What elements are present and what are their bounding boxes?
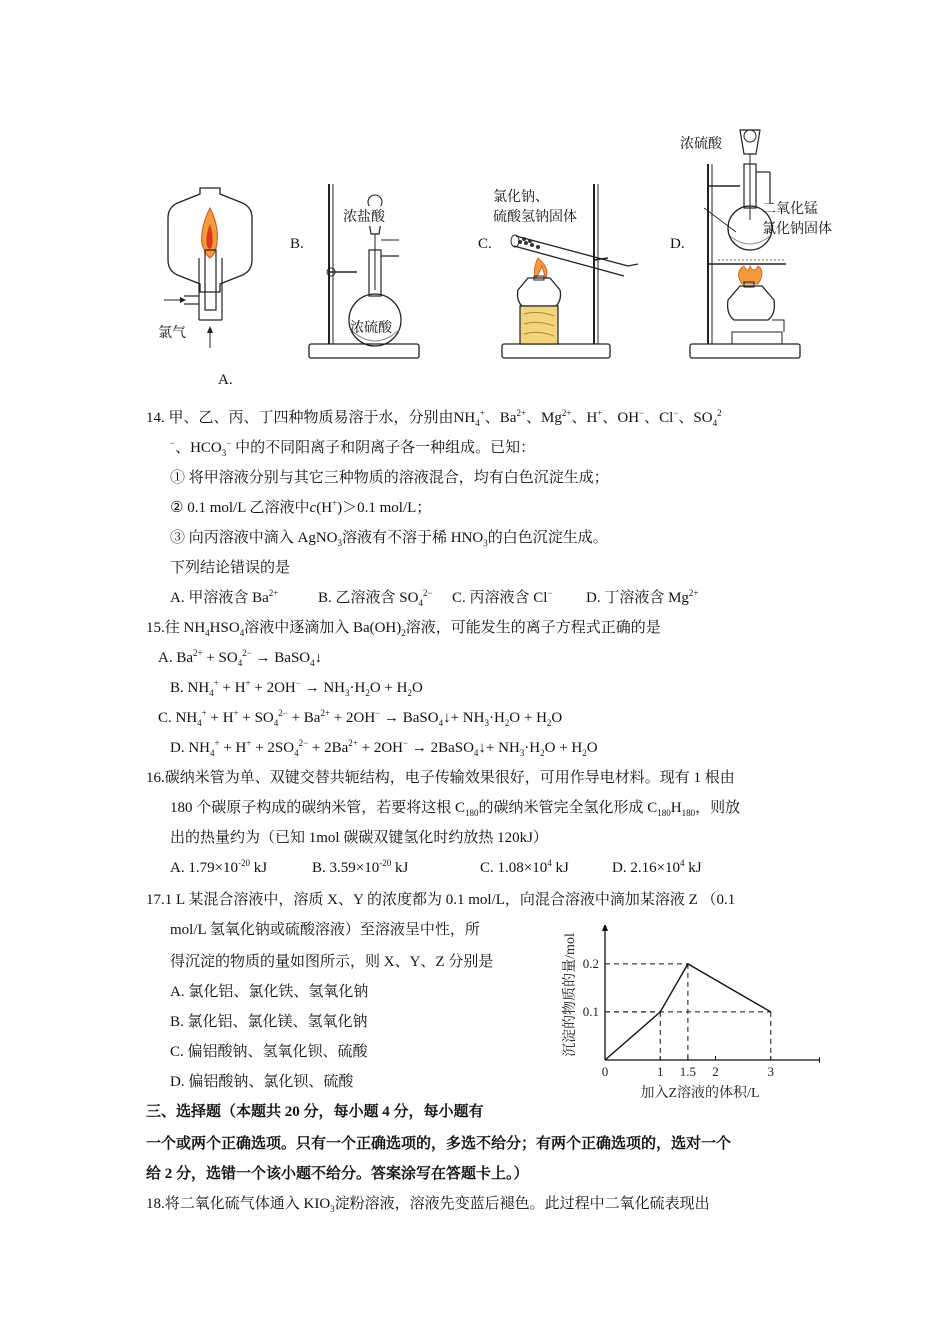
q17-option-c[interactable]: C. 偏铝酸钠、氢氧化钡、硫酸: [170, 1044, 368, 1060]
section3-line1: 三、选择题（本题共 20 分，每小题 4 分，每小题有: [146, 1104, 484, 1120]
section3-line3: 给 2 分，选错一个该小题不给分。答案涂写在答题卡上。）: [146, 1166, 529, 1182]
q16-line2: 180 个碳原子构成的碳纳米管，若要将这根 $C_{180}$的碳纳米管完全氢化形成 $C_{180}H_{180}$，则放: [170, 800, 741, 818]
chart-y-label: 沉淀的物质的量/mol: [563, 933, 578, 1057]
figure-d-label: D.: [670, 236, 685, 252]
q15-option-c[interactable]: C. $NH_4^+ + H^+ + SO_4^{2-} + Ba^{2+} + 2OH^-$ → BaSO$_4$↓+ $NH_3\cdot H_2O + H_2O$: [158, 708, 563, 728]
q16-line3: 出的热量约为（已知 1mol 碳碳双键氢化时约放热 120kJ）: [170, 830, 548, 846]
q17-line1: 17.1 L 某混合溶液中，溶质 X、Y 的浓度都为 0.1 mol/L，向混合溶液中滴加某溶液 Z （0.1: [146, 892, 736, 908]
q14-condition-2: ② 0.1 mol/L 乙溶液中c(H+)＞0.1 mol/L；: [170, 498, 432, 516]
q14-condition-1: ① 将甲溶液分别与其它三种物质的溶液混合，均有白色沉淀生成；: [170, 470, 609, 486]
q17-precipitate-chart: [560, 925, 820, 1110]
figure-b-top-label: 浓盐酸: [343, 206, 385, 226]
figure-c-solid-label-2: 硫酸氢钠固体: [493, 210, 577, 225]
q14-option-b[interactable]: B. 乙溶液含 $SO_4^{2-}$: [318, 588, 433, 608]
figure-c-label: C.: [478, 236, 492, 252]
figure-c-solid-label-1: 氯化钠、: [493, 190, 549, 205]
q17-option-a[interactable]: A. 氯化铝、氯化铁、氢氧化钠: [170, 984, 369, 1000]
q14-option-d[interactable]: D. 丁溶液含 $Mg^{2+}$: [586, 588, 699, 606]
figure-a-gas-label: 氯气: [158, 326, 186, 341]
y-tick-label: 0.1: [582, 1003, 599, 1019]
q14-condition-3: ③ 向丙溶液中滴入 AgNO$_3$溶液有不溶于稀 $HNO_3$的白色沉淀生成。: [170, 530, 608, 548]
chart-x-label: 加入Z溶液的体积/L: [640, 1086, 760, 1101]
q17-option-d[interactable]: D. 偏铝酸钠、氯化钡、硫酸: [170, 1074, 354, 1090]
x-tick-label: 0: [601, 1064, 609, 1079]
x-tick-label: 1.5: [679, 1064, 697, 1079]
figure-d-flask-label-2: 氯化钠固体: [762, 218, 832, 238]
q14-stem-text: 甲、乙、丙、丁四种物质易溶于水，分别由: [168, 410, 454, 426]
q14-number: 14.: [146, 410, 165, 426]
x-tick-label: 1: [657, 1064, 664, 1079]
q14-ask: 下列结论错误的是: [170, 560, 291, 576]
q18-stem: 18.将二氧化硫气体通入 $KIO_3$淀粉溶液，溶液先变蓝后褪色。此过程中二氧化硫表现出: [146, 1196, 710, 1214]
figure-c-apparatus: [498, 180, 648, 362]
q16-option-b[interactable]: B. $3.59\times 10^{-20}$ kJ: [312, 858, 409, 876]
q15-stem: 15.往 $NH_4HSO_4$溶液中逐滴加入 $Ba(OH)_2$溶液，可能发生的离子方程式正确的是: [146, 620, 661, 638]
figure-a-label: A.: [218, 372, 233, 388]
figure-d-flask-label-1: 二氧化锰: [762, 198, 818, 218]
q14-stem-tail: 中的不同阳离子和阴离子各一种组成。已知：: [235, 440, 536, 456]
q16-option-a[interactable]: A. $1.79\times 10^{-20}$ kJ: [170, 858, 268, 876]
figure-d-top-label: 浓硫酸: [680, 137, 722, 152]
q14-stem-line1: 14. 甲、乙、丙、丁四种物质易溶于水，分别由$NH_4^+$、$Ba^{2+}$、$Mg^{2+}$、H+、OH−、Cl−、$SO_4^2$: [146, 408, 722, 428]
section3-line2: 一个或两个正确选项。只有一个正确选项的，多选不给分；有两个正确选项的，选对一个: [146, 1136, 732, 1152]
q16-line1: 16.碳纳米管为单、双键交替共轭结构，电子传输效果很好，可用作导电材料。现有 1 根由: [146, 770, 735, 786]
q16-option-c[interactable]: C. $1.08\times 10^4$ kJ: [480, 858, 569, 876]
x-axis-arrow: [819, 1057, 820, 1063]
y-axis-arrow: [602, 925, 608, 931]
q14-option-c[interactable]: C. 丙溶液含 Cl−: [452, 588, 553, 606]
q15-option-a[interactable]: A. $Ba^{2+} + SO_4^{2-}$ → BaSO$_4$↓: [158, 648, 323, 668]
q17-option-b[interactable]: B. 氯化铝、氯化镁、氢氧化钠: [170, 1014, 368, 1030]
q15-option-b[interactable]: B. $NH_4^+ + H^+ + 2OH^- \to NH_3\cdot H_2O + H_2O$: [170, 678, 423, 698]
y-tick-label: 0.2: [582, 955, 599, 971]
figure-b-label: B.: [290, 236, 304, 252]
q15-option-d[interactable]: D. $NH_4^+ + H^+ + 2SO_4^{2-} + 2Ba^{2+} + 2OH^-$ → 2BaSO$_4$↓+ $NH_3\cdot H_2O + H_2O$: [170, 738, 598, 758]
figure-b-flask-label: 浓硫酸: [350, 321, 392, 336]
q17-line3: 得沉淀的物质的量如图所示，则 X、Y、Z 分别是: [170, 954, 494, 970]
x-tick-label: 2: [712, 1064, 719, 1079]
q17-line2: mol/L 氢氧化钠或硫酸溶液）至溶液呈中性，所: [170, 922, 480, 938]
q16-option-d[interactable]: D. $2.16\times 10^4$ kJ: [612, 858, 702, 876]
q14-option-a[interactable]: A. 甲溶液含 $Ba^{2+}$: [170, 588, 279, 606]
figure-d-apparatus: [688, 124, 808, 362]
x-tick-label: 3: [767, 1064, 775, 1079]
q14-stem-line2: −、$HCO_3^-$ 中的不同阳离子和阴离子各一种组成。已知：: [170, 438, 536, 458]
